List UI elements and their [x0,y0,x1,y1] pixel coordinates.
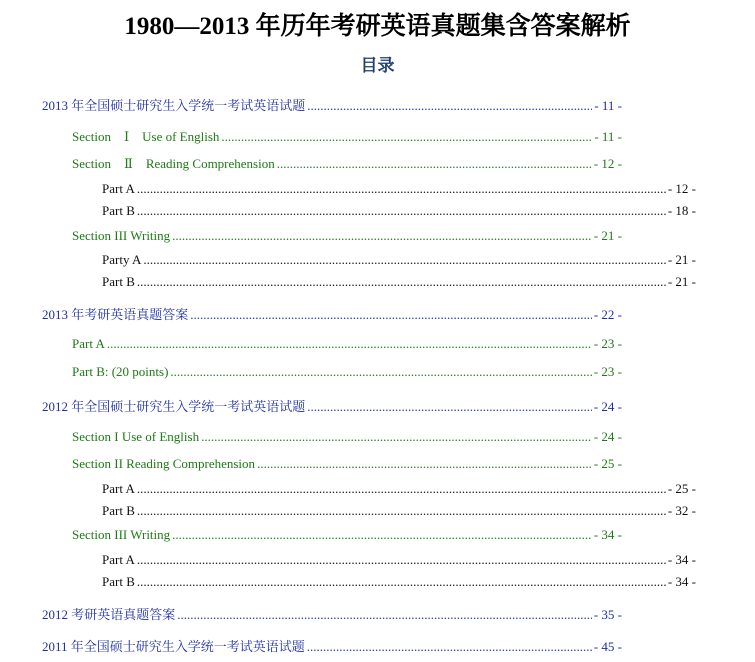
toc-entry[interactable] [102,251,696,269]
toc-dot-leader [137,180,666,198]
toc-entry[interactable] [72,363,622,381]
toc-entry-label: Part A [102,481,135,496]
toc-entry[interactable] [102,551,696,569]
toc-page-number: - 24 - [593,429,622,444]
toc-dot-leader [137,551,666,569]
toc-entry[interactable] [102,180,696,198]
toc-dot-leader [107,335,592,353]
toc-dot-leader [172,227,592,245]
toc-page-number: - 12 - [593,156,622,171]
toc-page-number: - 34 - [667,552,696,567]
toc-entry-label: Section Ⅱ Reading Comprehension [72,156,275,171]
toc-dot-leader [137,273,666,291]
toc-entry-label: 2011 年全国硕士研究生入学统一考试英语试题 [42,639,305,654]
toc-entry[interactable] [42,398,622,416]
document-title: 1980—2013 年历年考研英语真题集含答案解析 [124,13,631,40]
toc-entry-label: Party A [102,252,142,267]
toc-entry-label: Part A [72,336,105,351]
toc-entry-label: Part B [102,503,135,518]
toc-page-number: - 24 - [593,399,622,414]
toc-entry[interactable] [42,306,622,324]
toc-dot-leader [221,128,592,146]
toc-entry[interactable] [42,638,622,656]
toc-entry-label: Section II Reading Comprehension [72,456,256,471]
toc-entry[interactable] [42,606,622,624]
toc-page-number: - 25 - [667,481,696,496]
toc-page-number: - 25 - [593,456,622,471]
toc-page-number: - 21 - [667,252,696,267]
toc-page-number: - 34 - [593,527,622,542]
toc-dot-leader [307,638,592,656]
toc-entry-label: Part B [102,203,135,218]
toc-dot-leader [190,306,592,324]
toc-page-number: - 23 - [593,364,622,379]
toc-entry[interactable] [72,155,622,173]
toc-entry[interactable] [72,428,622,446]
toc-entry-label: Part B [102,274,135,289]
toc-entry[interactable] [102,573,696,591]
toc-entry-label: 2013 年考研英语真题答案 [42,307,189,322]
toc-entry[interactable] [102,202,696,220]
toc-page-number: - 18 - [667,203,696,218]
toc-entry[interactable] [42,97,622,115]
toc-entry-label: Part B: (20 points) [72,364,169,379]
toc-dot-leader [307,97,592,115]
toc-entry[interactable] [102,480,696,498]
toc-entry-label: Part B [102,574,135,589]
toc-page-number: - 23 - [593,336,622,351]
toc-dot-leader [172,526,592,544]
toc-entry[interactable] [102,502,696,520]
toc-page-number: - 32 - [667,503,696,518]
toc-entry[interactable] [72,227,622,245]
toc-entry-label: 2012 考研英语真题答案 [42,607,176,622]
toc-dot-leader [137,573,666,591]
toc-page-number: - 21 - [593,228,622,243]
toc-page-number: - 21 - [667,274,696,289]
toc-page-number: - 11 - [594,98,622,113]
toc-entry[interactable] [72,455,622,473]
toc-entry[interactable] [102,273,696,291]
toc-dot-leader [177,606,592,624]
toc-dot-leader [277,155,592,173]
toc-entry[interactable] [72,128,622,146]
toc-dot-leader [137,202,666,220]
toc-dot-leader [170,363,591,381]
toc-dot-leader [137,480,666,498]
toc-entry-label: 2013 年全国硕士研究生入学统一考试英语试题 [42,98,306,113]
toc-entry-label: Section III Writing [72,527,171,542]
toc-dot-leader [137,502,666,520]
toc-dot-leader [257,455,592,473]
toc-entry-label: 2012 年全国硕士研究生入学统一考试英语试题 [42,399,306,414]
toc-page-number: - 35 - [593,607,622,622]
toc-entry-label: Part A [102,552,135,567]
toc-page-number: - 34 - [667,574,696,589]
toc-heading: 目录 [360,56,395,75]
toc-page-number: - 12 - [667,181,696,196]
toc-entry-label: Section Ⅰ Use of English [72,129,220,144]
toc-entry[interactable] [72,335,622,353]
toc-page-number: - 45 - [593,639,622,654]
toc-dot-leader [307,398,592,416]
toc-entry-label: Section I Use of English [72,429,200,444]
toc-dot-leader [143,251,665,269]
toc-dot-leader [201,428,592,446]
toc-entry-label: Part A [102,181,135,196]
toc-page-number: - 22 - [593,307,622,322]
toc-entry[interactable] [72,526,622,544]
toc-page-number: - 11 - [594,129,622,144]
toc-entry-label: Section III Writing [72,228,171,243]
